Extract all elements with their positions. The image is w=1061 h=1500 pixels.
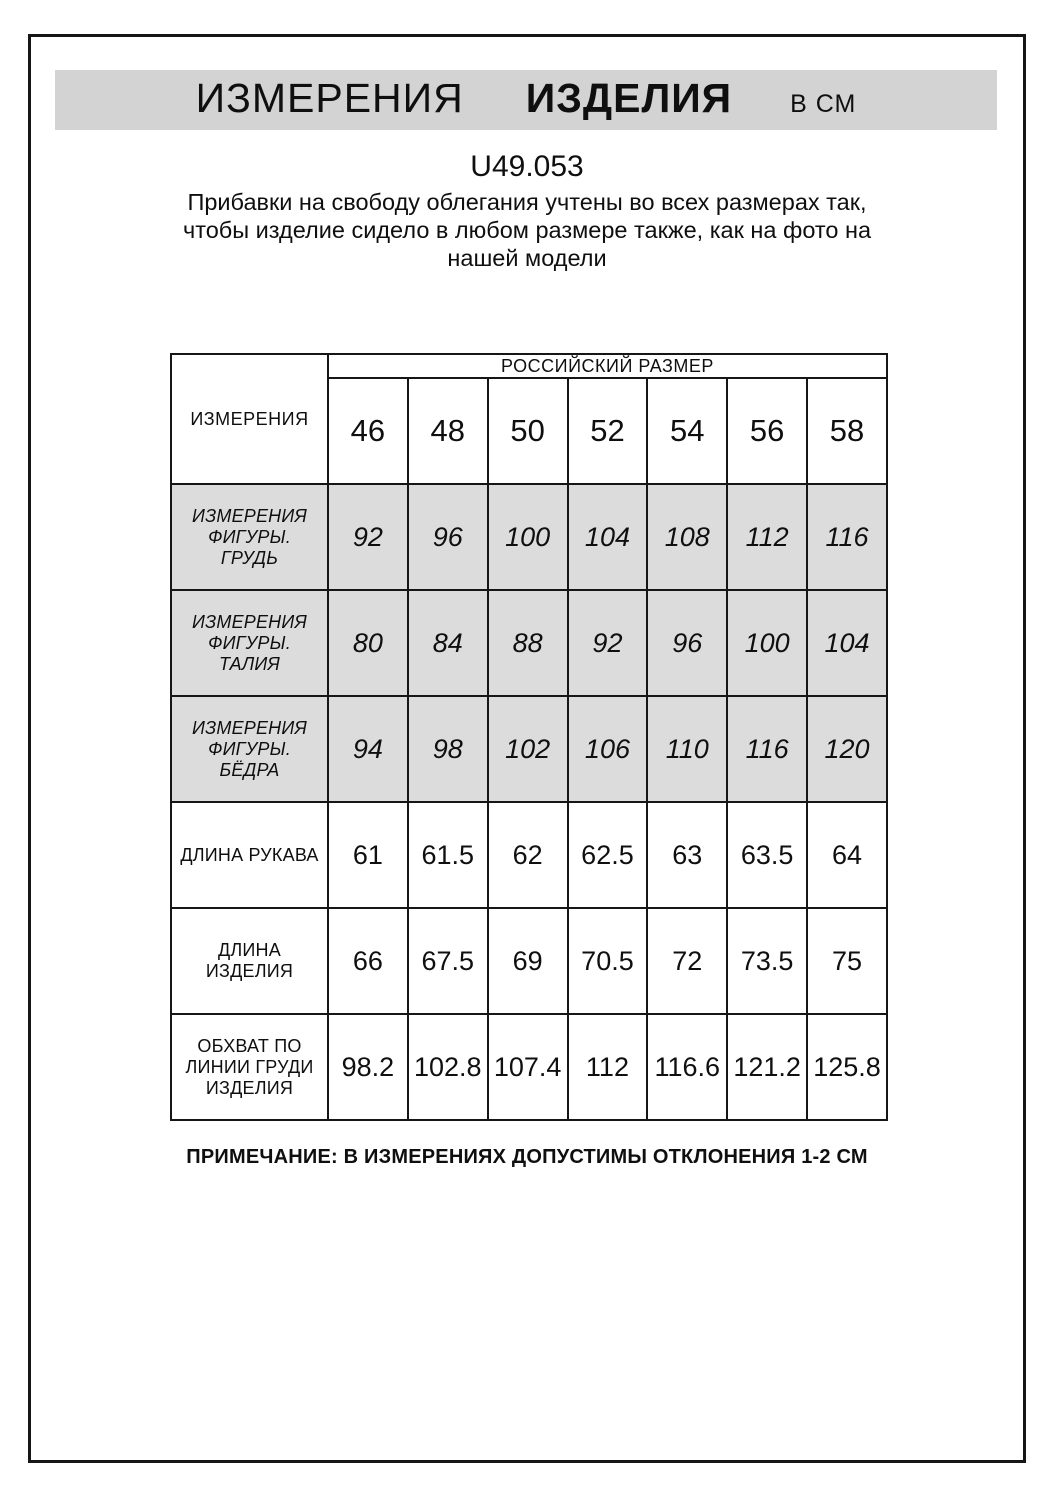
table-body	[171, 484, 887, 1120]
value-cell: 96	[647, 590, 727, 696]
value-cell: 62	[488, 802, 568, 908]
value-cell: 63	[647, 802, 727, 908]
value-cell: 110	[647, 696, 727, 802]
value-cell: 100	[727, 590, 807, 696]
value-cell: 70.5	[568, 908, 648, 1014]
value-cell: 63.5	[727, 802, 807, 908]
row-label: ДЛИНА РУКАВА	[171, 802, 328, 908]
value-cell: 62.5	[568, 802, 648, 908]
value-cell: 92	[568, 590, 648, 696]
row-label: ИЗМЕРЕНИЯ ФИГУРЫ. ТАЛИЯ	[171, 590, 328, 696]
measurement-row	[171, 484, 887, 590]
value-cell: 100	[488, 484, 568, 590]
table-corner-label: ИЗМЕРЕНИЯ	[171, 354, 328, 484]
size-group-header: РОССИЙСКИЙ РАЗМЕР	[328, 354, 887, 378]
value-cell: 121.2	[727, 1014, 807, 1120]
header-banner	[55, 70, 997, 130]
value-cell: 116	[727, 696, 807, 802]
intro-paragraph	[28, 188, 1026, 272]
value-cell: 106	[568, 696, 648, 802]
value-cell: 120	[807, 696, 887, 802]
value-cell: 67.5	[408, 908, 488, 1014]
value-cell: 116.6	[647, 1014, 727, 1120]
table-head	[171, 354, 887, 484]
intro-line: чтобы изделие сидело в любом размере также, как на фото на	[182, 217, 872, 243]
row-label: ОБХВАТ ПО ЛИНИИ ГРУДИ ИЗДЕЛИЯ	[171, 1014, 328, 1120]
value-cell: 102	[488, 696, 568, 802]
value-cell: 64	[807, 802, 887, 908]
intro-line: нашей модели	[447, 245, 607, 271]
table-header-row	[171, 354, 887, 378]
intro-line: Прибавки на свободу облегания учтены во всех размерах так,	[187, 189, 867, 215]
value-cell: 98	[408, 696, 488, 802]
value-cell: 75	[807, 908, 887, 1014]
measurement-row	[171, 908, 887, 1014]
value-cell: 92	[328, 484, 408, 590]
value-cell: 96	[408, 484, 488, 590]
value-cell: 61.5	[408, 802, 488, 908]
banner-title-bold: ИЗДЕЛИЯ	[525, 75, 733, 121]
size-table	[170, 353, 888, 1121]
size-column-header: 54	[647, 378, 727, 484]
size-column-header: 50	[488, 378, 568, 484]
value-cell: 104	[807, 590, 887, 696]
measurement-row	[171, 802, 887, 908]
row-label: ДЛИНА ИЗДЕЛИЯ	[171, 908, 328, 1014]
value-cell: 107.4	[488, 1014, 568, 1120]
value-cell: 66	[328, 908, 408, 1014]
measurement-row	[171, 696, 887, 802]
value-cell: 94	[328, 696, 408, 802]
value-cell: 112	[727, 484, 807, 590]
size-column-header: 58	[807, 378, 887, 484]
value-cell: 80	[328, 590, 408, 696]
value-cell: 69	[488, 908, 568, 1014]
value-cell: 116	[807, 484, 887, 590]
value-cell: 84	[408, 590, 488, 696]
value-cell: 125.8	[807, 1014, 887, 1120]
value-cell: 88	[488, 590, 568, 696]
value-cell: 72	[647, 908, 727, 1014]
size-column-header: 48	[408, 378, 488, 484]
value-cell: 112	[568, 1014, 648, 1120]
value-cell: 104	[568, 484, 648, 590]
value-cell: 73.5	[727, 908, 807, 1014]
value-cell: 108	[647, 484, 727, 590]
size-column-header: 46	[328, 378, 408, 484]
size-column-header: 56	[727, 378, 807, 484]
size-column-header: 52	[568, 378, 648, 484]
article-code: U49.053	[470, 150, 584, 183]
row-label: ИЗМЕРЕНИЯ ФИГУРЫ. ГРУДЬ	[171, 484, 328, 590]
value-cell: 98.2	[328, 1014, 408, 1120]
measurement-row	[171, 1014, 887, 1120]
measurement-row	[171, 590, 887, 696]
note-text: ПРИМЕЧАНИЕ: В ИЗМЕРЕНИЯХ ДОПУСТИМЫ ОТКЛОНЕНИЯ 1-2 СМ	[186, 1146, 868, 1168]
banner-title-regular: ИЗМЕРЕНИЯ	[195, 75, 464, 121]
value-cell: 102.8	[408, 1014, 488, 1120]
banner-unit-label: В СМ	[790, 90, 857, 118]
row-label: ИЗМЕРЕНИЯ ФИГУРЫ. БЁДРА	[171, 696, 328, 802]
value-cell: 61	[328, 802, 408, 908]
